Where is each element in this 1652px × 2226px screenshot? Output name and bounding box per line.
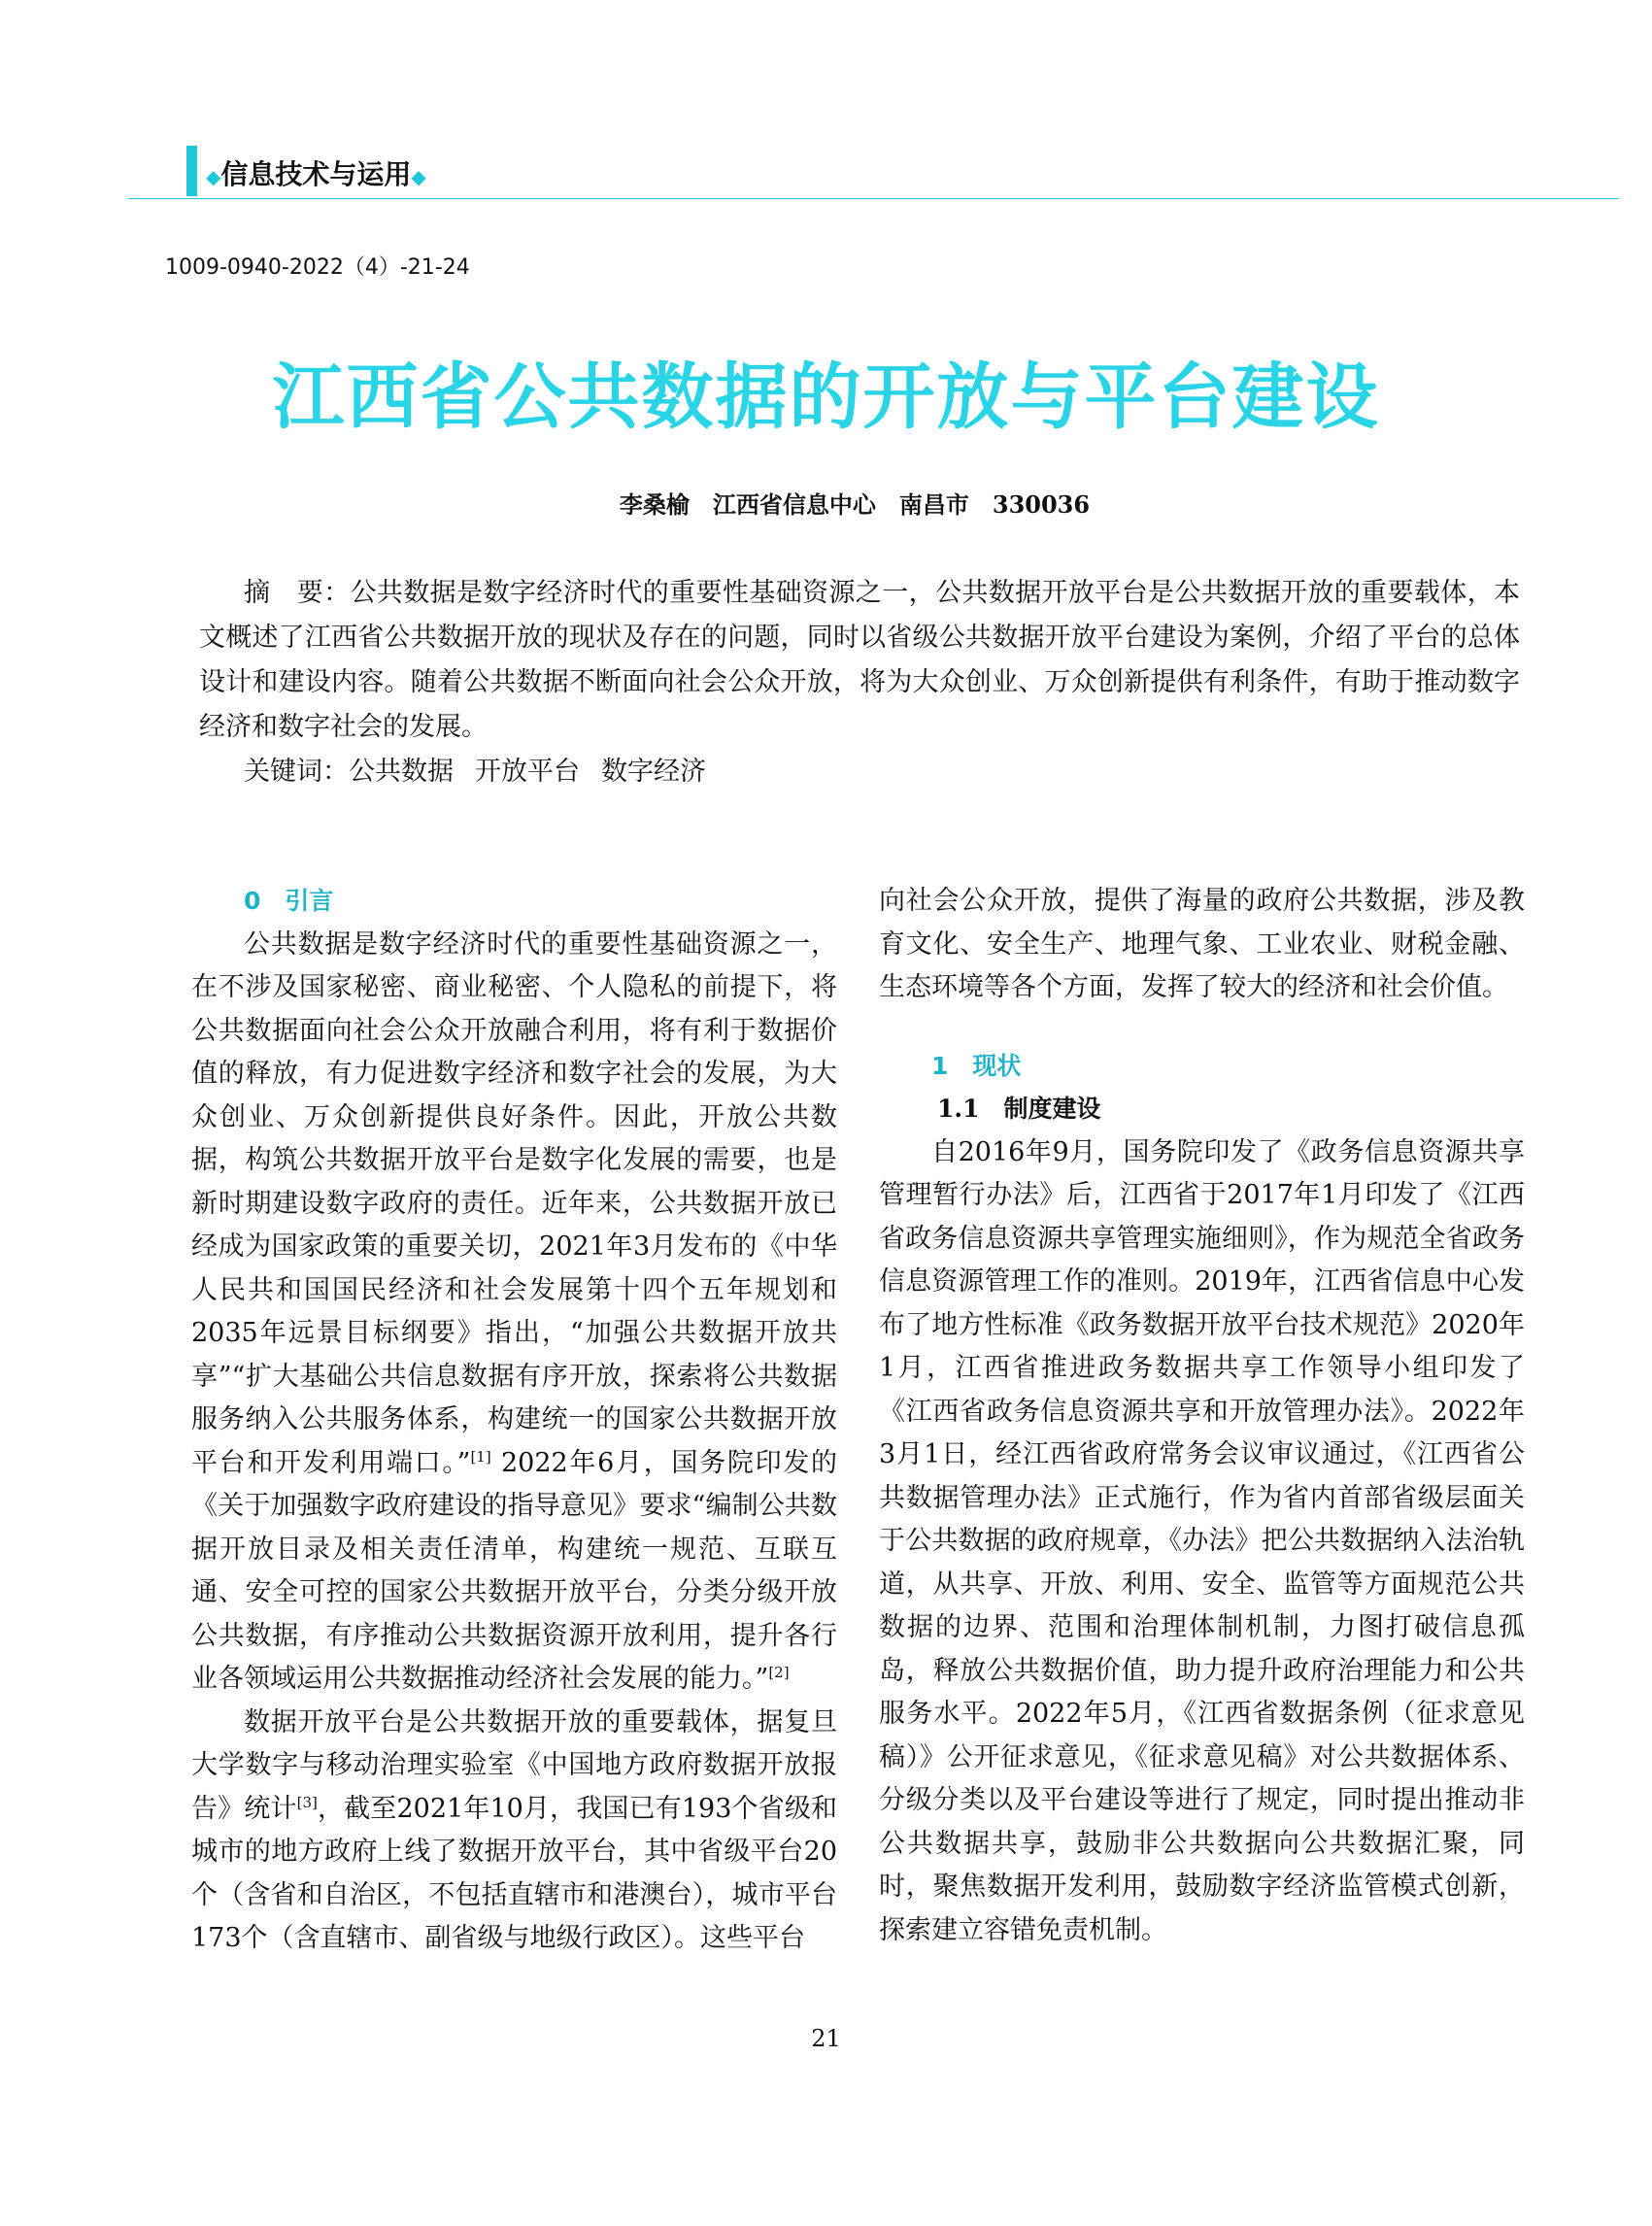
keywords (244, 750, 706, 794)
paragraph (191, 1702, 837, 1961)
paragraph-text: ，截至2021年10月，我国已有193个省级和城市的地方政府上线了数据开放平台，其中省级平台20个（含省和自治区，不包括直辖市和港澳台），城市平台173个（含直辖市、副省级与地级行政区）。这些平台 (191, 1793, 838, 1953)
paragraph-text: 数据开放平台是公共数据开放的重要载体，据复旦大学数字与移动治理实验室《中国地方政府数据开放报告》统计 (191, 1706, 837, 1824)
header-rule (128, 198, 1619, 199)
paragraph (191, 924, 837, 1702)
paragraph-continued: 向社会公众开放，提供了海量的政府公共数据，涉及教育文化、安全生产、地理气象、工业农业、财税金融、生态环境等各个方面，发挥了较大的经济和社会价值。 (879, 886, 1525, 1002)
citation: [2] (768, 1664, 790, 1681)
paragraph-text: 2022年6月，国务院印发的《关于加强数字政府建设的指导意见》要求“编制公共数据开放目录及相关责任清单，构建统一规范、互联互通、安全可控的国家公共数据开放平台，分类分级开放公共数据，有序推动公共数据资源开放利用，提升各行业各领域运用公共数据推动经济社会发展的能力。” (191, 1447, 837, 1694)
section-heading-status: 1 现状 (931, 1051, 1022, 1080)
header-section-title (206, 153, 426, 192)
paragraph: 自2016年9月，国务院印发了《政务信息资源共享管理暂行办法》后，江西省于2017年1月印发了《江西省政务信息资源共享管理实施细则》，作为规范全省政务信息资源管理工作的准则。2019年，江西省信息中心发布了地方性标准《政务数据开放平台技术规范》2020年1月，江西省推进政务数据共享工作领导小组印发了《江西省政务信息资源共享和开放管理办法》。2022年3月1日，经江西省政府常务会议审议通过，《江西省公共数据管理办法》正式施行，作为省内首部省级层面关于公共数据的政府规章，《办法》把公共数据纳入法治轨道，从共享、开放、利用、安全、监管等方面规范公共数据的边界、范围和治理体制机制，力图打破信息孤岛，释放公共数据价值，助力提升政府治理能力和公共服务水平。2022年5月，《江西省数据条例（征求意见稿）》公开征求意见，《征求意见稿》对公共数据体系、分级分类以及平台建设等进行了规定，同时提出推动非公共数据共享，鼓励非公共数据向公共数据汇聚，同时，聚焦数据开发利用，鼓励数字经济监管模式创新，探索建立容错免责机制。 (879, 1136, 1525, 1945)
subsection-heading: 1.1 制度建设 (937, 1095, 1101, 1123)
keywords-label: 关键词： (244, 757, 349, 787)
keyword: 开放平台 (475, 757, 580, 787)
author-line: 李桑榆 江西省信息中心 南昌市 330036 (619, 490, 1091, 519)
article-title: 江西省公共数据的开放与平台建设 (272, 355, 1380, 439)
citation: [3] (296, 1793, 318, 1811)
page-number: 21 (811, 2025, 841, 2052)
keyword: 公共数据 (349, 757, 454, 787)
header-accent-bar (186, 146, 197, 196)
keyword: 数字经济 (601, 757, 706, 787)
left-column (191, 880, 837, 1961)
abstract (199, 571, 1520, 750)
header-section-label: 信息技术与运用 (220, 158, 412, 190)
abstract-text: 摘 要：公共数据是数字经济时代的重要性基础资源之一，公共数据开放平台是公共数据开放的重要载体，本文概述了江西省公共数据开放的现状及存在的问题，同时以省级公共数据开放平台建设为案例，介绍了平台的总体设计和建设内容。随着公共数据不断面向社会公众开放，将为大众创业、万众创新提供有利条件，有助于推动数字经济和数字社会的发展。 (199, 578, 1520, 742)
running-header (186, 146, 1624, 200)
issn-line: 1009-0940-2022（4）-21-24 (165, 255, 470, 280)
paragraph-text: 公共数据是数字经济时代的重要性基础资源之一，在不涉及国家秘密、商业秘密、个人隐私的前提下，将公共数据面向社会公众开放融合利用，将有利于数据价值的释放，有力促进数字经济和数字社会的发展，为大众创业、万众创新提供良好条件。因此，开放公共数据，构筑公共数据开放平台是数字化发展的需要，也是新时期建设数字政府的责任。近年来，公共数据开放已经成为国家政策的重要关切，2021年3月发布的《中华人民共和国国民经济和社会发展第十四个五年规划和2035年远景目标纲要》指出，“加强公共数据开放共享”“扩大基础公共信息数据有序开放，探索将公共数据服务纳入公共服务体系，构建统一的国家公共数据开放平台和开发利用端口。” (191, 928, 837, 1478)
section-heading-intro: 0 引言 (244, 887, 334, 915)
right-column (879, 880, 1525, 1952)
diamond-icon: ◆ (411, 165, 426, 188)
citation: [1] (470, 1447, 491, 1466)
diamond-icon: ◆ (206, 165, 221, 188)
